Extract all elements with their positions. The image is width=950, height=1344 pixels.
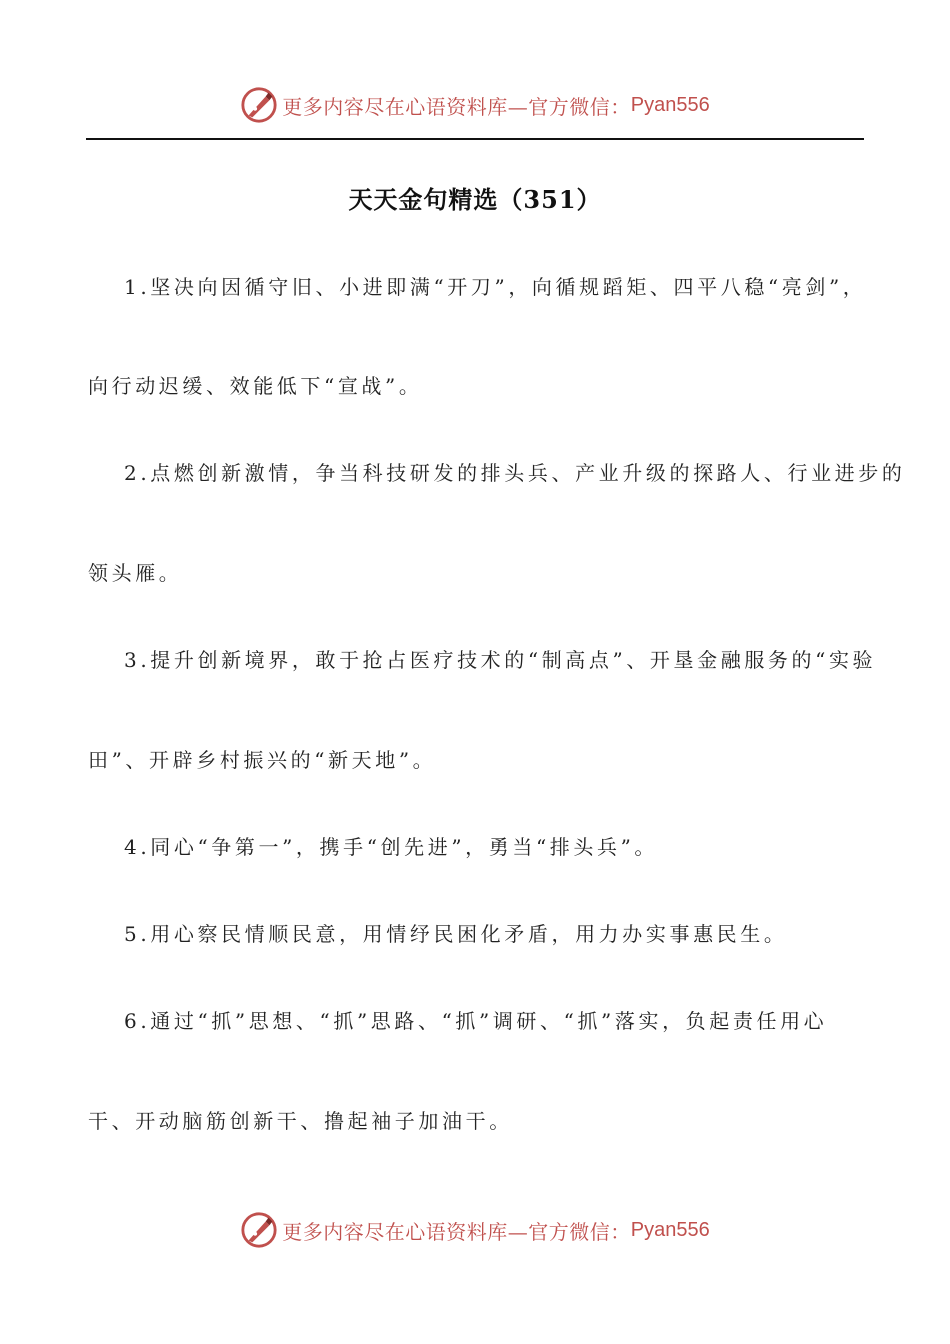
paragraph-1-line-1: 1.坚决向因循守旧、小进即满“开刀”，向循规蹈矩、四平八稳“亮剑”，: [124, 275, 867, 299]
paragraph-2-line-1: 2.点燃创新激情，争当科技研发的排头兵、产业升级的探路人、行业进步的: [124, 461, 906, 485]
paragraph-6-line-2: 干、开动脑筋创新干、撸起袖子加油干。: [88, 1109, 513, 1133]
footer-banner-text: 更多内容尽在心语资料库—官方微信：: [282, 1219, 631, 1244]
paragraph-5: 5.用心察民情顺民意，用情纾民困化矛盾，用力办实事惠民生。: [124, 922, 788, 946]
paragraph-1-line-2: 向行动迟缓、效能低下“宣战”。: [88, 374, 423, 398]
paragraph-3-line-1: 3.提升创新境界，敢于抢占医疗技术的“制高点”、开垦金融服务的“实验: [124, 648, 877, 672]
paragraph-2-line-2: 领头雁。: [88, 561, 183, 585]
header-banner: [0, 80, 950, 130]
pen-nib-icon: [240, 86, 278, 124]
paragraph-4: 4.同心“争第一”，携手“创先进”，勇当“排头兵”。: [124, 835, 659, 859]
header-banner-text: 更多内容尽在心语资料库—官方微信：: [282, 94, 631, 119]
pen-nib-icon: [240, 1211, 278, 1249]
footer-wechat-id: Pyan556: [630, 1218, 710, 1241]
header-wechat-id: Pyan556: [630, 93, 710, 116]
paragraph-6-line-1: 6.通过“抓”思想、“抓”思路、“抓”调研、“抓”落实，负起责任用心: [124, 1009, 828, 1033]
footer-banner: [0, 1205, 950, 1255]
document-title: 天天金句精选（351）: [348, 185, 602, 214]
paragraph-3-line-2: 田”、开辟乡村振兴的“新天地”。: [88, 748, 437, 772]
header-divider: [86, 138, 864, 140]
